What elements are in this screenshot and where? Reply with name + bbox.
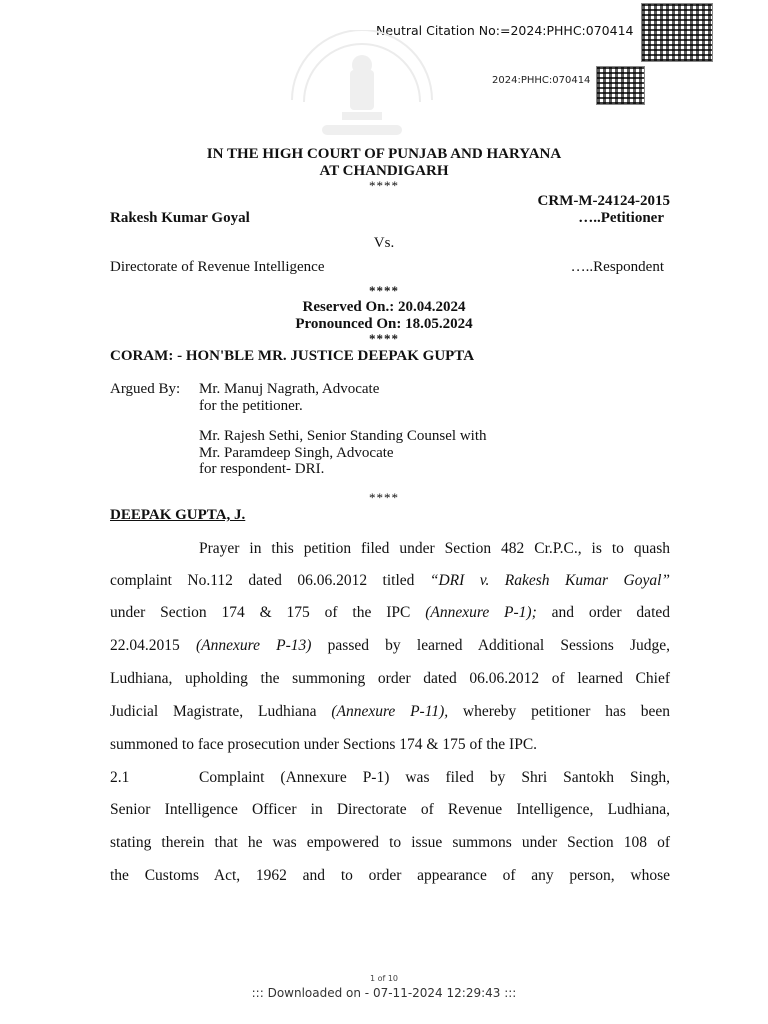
- page-number: 1 of 10: [369, 974, 399, 983]
- reserved-on: Reserved On.: 20.04.2024: [302, 299, 466, 315]
- paragraph-line: under Section 174 & 175 of the IPC (Annexure P-1); and order dated: [110, 604, 670, 621]
- counsel-line: for respondent- DRI.: [199, 461, 325, 477]
- paragraph-line: Judicial Magistrate, Ludhiana (Annexure P-11), whereby petitioner has been: [110, 703, 670, 720]
- separator-stars: ****: [369, 178, 399, 193]
- paragraph-line: Complaint (Annexure P-1) was filed by Shri Santokh Singh,: [199, 769, 670, 786]
- paragraph-number: 2.1: [110, 769, 130, 786]
- coram: CORAM: - HON'BLE MR. JUSTICE DEEPAK GUPTA: [110, 348, 475, 364]
- counsel-line: Mr. Manuj Nagrath, Advocate: [199, 381, 380, 397]
- pronounced-on: Pronounced On: 18.05.2024: [295, 316, 473, 332]
- citation-short: 2024:PHHC:070414: [492, 75, 591, 86]
- versus: Vs.: [373, 235, 395, 251]
- counsel-line: Mr. Paramdeep Singh, Advocate: [199, 445, 394, 461]
- court-location: AT CHANDIGARH: [319, 163, 449, 179]
- qr-code-small-icon: [596, 66, 645, 105]
- respondent-name: Directorate of Revenue Intelligence: [110, 259, 325, 275]
- paragraph-line: Prayer in this petition filed under Section 482 Cr.P.C., is to quash: [199, 540, 670, 557]
- paragraph-line: the Customs Act, 1962 and to order appearance of any person, whose: [110, 867, 670, 884]
- paragraph-line: 22.04.2015 (Annexure P-13) passed by learned Additional Sessions Judge,: [110, 637, 670, 654]
- case-number: CRM-M-24124-2015: [537, 193, 670, 209]
- paragraph-line: complaint No.112 dated 06.06.2012 titled “DRI v. Rakesh Kumar Goyal”: [110, 572, 670, 589]
- petitioner-role: …..Petitioner: [578, 210, 664, 226]
- separator-stars: ****: [369, 490, 399, 505]
- qr-code-icon: [641, 3, 713, 62]
- separator-stars: ****: [369, 331, 399, 346]
- counsel-line: for the petitioner.: [199, 398, 303, 414]
- petitioner-row: [110, 210, 664, 227]
- paragraph-line: stating therein that he was empowered to issue summons under Section 108 of: [110, 834, 670, 851]
- petitioner-name: Rakesh Kumar Goyal: [110, 210, 250, 226]
- respondent-role: …..Respondent: [570, 259, 664, 275]
- paragraph-line: summoned to face prosecution under Sections 174 & 175 of the IPC.: [110, 736, 538, 753]
- paragraph-line: Ludhiana, upholding the summoning order dated 06.06.2012 of learned Chief: [110, 670, 670, 687]
- court-name: IN THE HIGH COURT OF PUNJAB AND HARYANA: [206, 146, 562, 162]
- separator-stars: ****: [369, 283, 399, 298]
- judge-name: DEEPAK GUPTA, J.: [110, 507, 246, 523]
- argued-by-label: Argued By:: [110, 381, 181, 397]
- court-emblem-watermark-icon: [282, 30, 442, 140]
- download-stamp: ::: Downloaded on - 07-11-2024 12:29:43 :::: [251, 986, 517, 1000]
- neutral-citation: Neutral Citation No:=2024:PHHC:070414: [376, 23, 634, 38]
- paragraph-line: Senior Intelligence Officer in Directorate of Revenue Intelligence, Ludhiana,: [110, 801, 670, 818]
- respondent-row: [110, 259, 664, 276]
- counsel-line: Mr. Rajesh Sethi, Senior Standing Counsel with: [199, 428, 487, 444]
